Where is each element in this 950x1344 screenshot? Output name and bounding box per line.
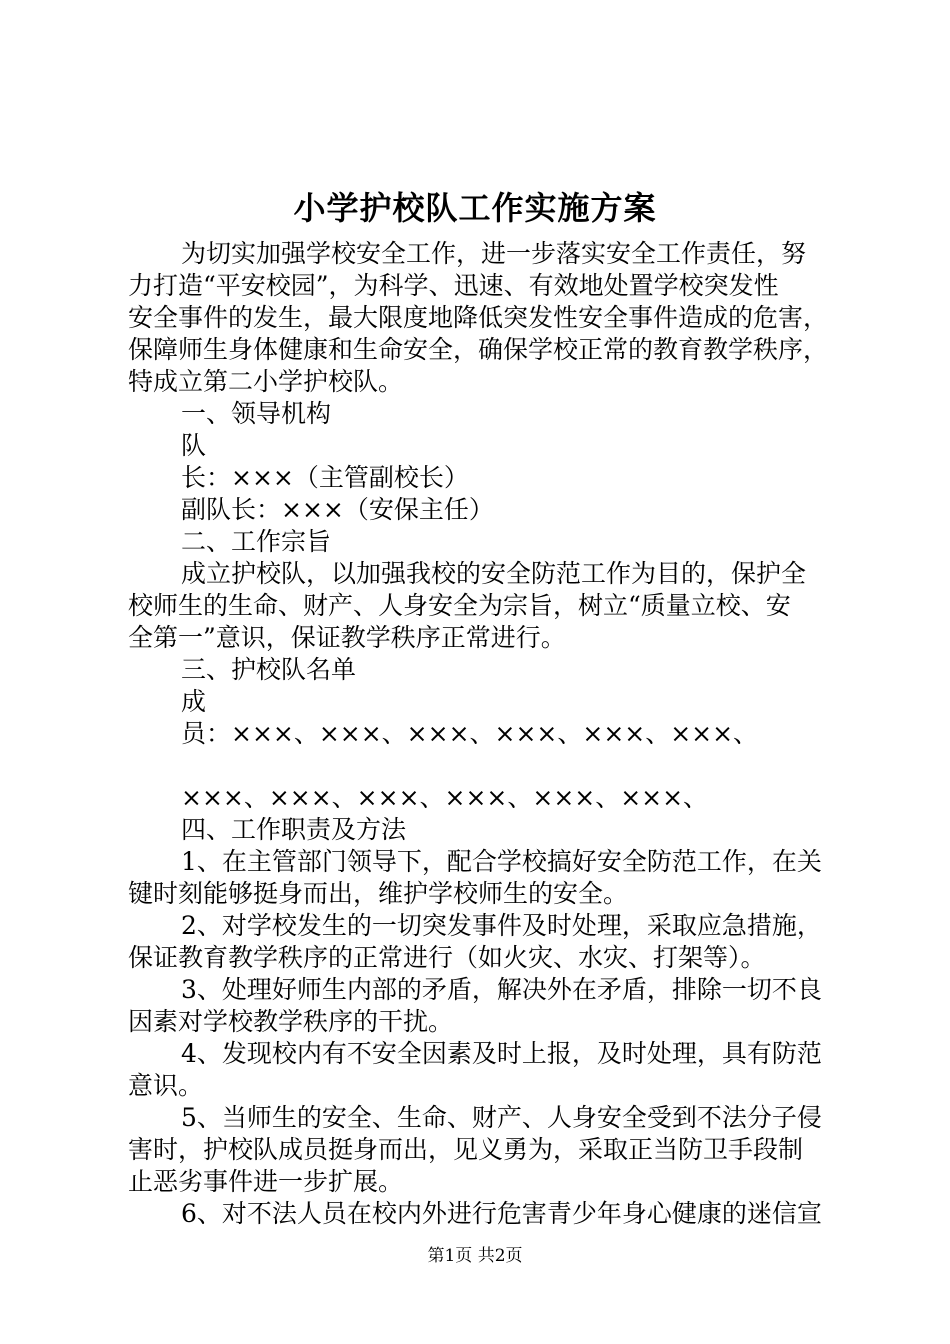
document-title: 小学护校队工作实施方案 <box>293 189 657 227</box>
paragraph-line: 3、处理好师生内部的矛盾，解决外在矛盾，排除一切不良 <box>181 975 822 1004</box>
section-heading: 二、工作宗旨 <box>181 527 332 556</box>
paragraph-line: 害时，护校队成员挺身而出，见义勇为，采取正当防卫手段制 <box>128 1135 804 1164</box>
paragraph-line: 意识。 <box>128 1071 204 1100</box>
paragraph-line: 6、对不法人员在校内外进行危害青少年身心健康的迷信宣 <box>181 1199 822 1228</box>
page-number-footer: 第1页 共2页 <box>427 1246 523 1266</box>
paragraph-line: ×××、×××、×××、×××、×××、×××、 <box>181 783 709 812</box>
paragraph-line: 1、在主管部门领导下，配合学校搞好安全防范工作，在关 <box>181 847 822 876</box>
paragraph-line: 长：×××（主管副校长） <box>181 463 469 492</box>
paragraph-line: 特成立第二小学护校队。 <box>128 367 404 396</box>
paragraph-line: 5、当师生的安全、生命、财产、人身安全受到不法分子侵 <box>181 1103 822 1132</box>
paragraph-line: 键时刻能够挺身而出，维护学校师生的安全。 <box>128 879 629 908</box>
paragraph-line: 因素对学校教学秩序的干扰。 <box>128 1007 454 1036</box>
paragraph-line: 副队长：×××（安保主任） <box>181 495 494 524</box>
paragraph-line: 成 <box>181 687 207 716</box>
paragraph-line: 成立护校队，以加强我校的安全防范工作为目的，保护全 <box>181 559 807 588</box>
paragraph-line: 员：×××、×××、×××、×××、×××、×××、 <box>181 719 759 748</box>
paragraph-line: 安全事件的发生，最大限度地降低突发性安全事件造成的危害， <box>128 303 829 332</box>
paragraph-line: 2、对学校发生的一切突发事件及时处理，采取应急措施， <box>181 911 822 940</box>
paragraph-line: 力打造“平安校园”，为科学、迅速、有效地处置学校突发性 <box>128 271 779 300</box>
paragraph-line: 4、发现校内有不安全因素及时上报，及时处理，具有防范 <box>181 1039 822 1068</box>
paragraph-line: 止恶劣事件进一步扩展。 <box>128 1167 404 1196</box>
section-heading: 一、领导机构 <box>181 399 332 428</box>
paragraph-line: 校师生的生命、财产、人身安全为宗旨，树立“质量立校、安 <box>128 591 791 620</box>
section-heading: 三、护校队名单 <box>181 655 357 684</box>
paragraph-line: 全第一”意识，保证教学秩序正常进行。 <box>128 623 566 652</box>
section-heading: 四、工作职责及方法 <box>181 815 407 844</box>
paragraph-line: 保障师生身体健康和生命安全，确保学校正常的教育教学秩序， <box>128 335 829 364</box>
paragraph-line: 为切实加强学校安全工作，进一步落实安全工作责任，努 <box>181 239 807 268</box>
paragraph-line: 保证教育教学秩序的正常进行（如火灾、水灾、打架等）。 <box>128 943 766 972</box>
paragraph-line: 队 <box>181 431 207 460</box>
